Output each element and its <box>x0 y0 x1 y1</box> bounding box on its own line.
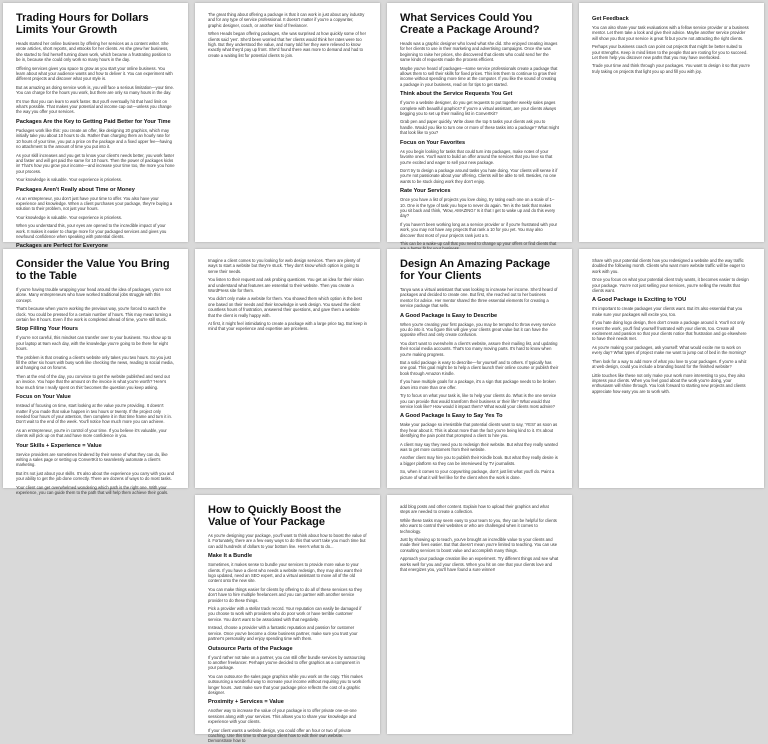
paragraph: That's because when you're working the previous way, you're forced to watch the clock. You could be pressed for a certain number of hours. This may mean turning a certain fee 8 hours. Even if the work is completed ahead of time, you're still stuck. <box>16 306 172 323</box>
page-7 <box>387 249 572 488</box>
page-content <box>400 504 559 572</box>
page-title: Trading Hours for Dollars Limits Your Growth <box>16 12 149 36</box>
paragraph: Just by showing up to teach, you've brought an incredible value to your clients and made their lives easier. But that doesn't mean you're limited to teaching. You can use consulting services to boost value and accomplish many things. <box>400 537 558 553</box>
page-8 <box>579 249 764 488</box>
paragraph: The great thing about offering a package is that it can work in just about any industry and for any type of service professional. It doesn't matter if you're a copywriter, graphic designer, coach, or another kind of freelancer. <box>208 12 365 28</box>
section-heading: Packages Are the Key to Getting Paid Better for Your Time <box>16 118 171 125</box>
paragraph: add blog posts and other content. Explain how to upload their graphics and what steps are needed to create a collection. <box>400 504 549 515</box>
page-content <box>592 258 751 394</box>
paragraph: But it's not just about your skills. It's also about the experience you carry with you and your ability to get the job done correctly. There are dozens of ways to do most tasks. <box>16 470 175 482</box>
paragraph: Packages work like this: you create an offer, like designing 20 graphics, which may initially take you about 10 hours to do. Rather than charging them an hourly rate for 10 hours of your time, you put a price on the package and a fixed upper fee—having no attachment to the amount of time you put into it. <box>16 127 172 150</box>
paragraph: Once you focus on what your potential client truly wants, it becomes easier to design your package. You're not just selling your services, you're selling the results that clients want. <box>592 277 749 294</box>
page-10 <box>387 495 572 734</box>
paragraph: You can make things easier for clients by offering to do all of these services so they don't have to hire multiple freelancers and you can partner with another service provider to do these things. <box>208 586 363 603</box>
paragraph: Try to focus on what your task is, like to help your clients do. What is the one service you can provide that would transform their business or their life? What would that service look like? How would it impact them? What would your clients most admire? <box>400 393 557 409</box>
paragraph: As you begin looking for tasks that could turn into packages, make notes of your favorite ones. You'll want to build an offer around the services that you love so that you're excited and eager to sell your new package. <box>400 148 553 165</box>
paragraph: As your skill increases and you get to know your client's needs better, you work faster and faster and will get paid the same for 10 hours. Then the power of packages kicks in! That's how you grow your income—and increase your time too, the more you hone your process. <box>16 152 175 174</box>
paragraph: If you're having trouble wrapping your head around the idea of packages, you're not alone. Many entrepreneurs who have worked traditional jobs struggle with this concept. <box>16 287 171 303</box>
paragraph: You listen to their request and ask probing questions. You get an idea for their vision and understand what features are essential to their website. Then you create a WordPress site for them. <box>208 277 364 294</box>
paragraph: Approach your package creation like an experiment. Try different things and see what works well for you and your clients. When you hit on one that your clients love and that energizes you, you'll have found a sure winner! <box>400 556 559 573</box>
paragraph: You didn't only make a website for them. You showed them which option is the best one based on their needs and their knowledge in web design. You saved the client countless hours of frustration, answered their questions, and gave them a website that the client is really happy with. <box>208 296 362 318</box>
paragraph: Maybe you've heard of packages—some service professionals create a package that allows them to sell their skills for fixed prices. This lets them to continue to grow their income without spending more time at the computer. If you like the sound of creating a package in your business, read on for tips to get started. <box>400 65 558 87</box>
paragraph: Imagine a client comes to you looking for web design services. There are plenty of ways to start a website but they're stuck. They don't know which option is going to serve their needs. <box>208 258 361 274</box>
page-title: What Services Could You Create a Package Around? <box>400 12 540 36</box>
paragraph: Service providers are sometimes hindered by their sense of what they can do, like writing a sales page or setting up ConvertKit to seamlessly automate a client's marketing. <box>16 451 168 468</box>
page-6 <box>195 249 380 488</box>
paragraph: As you're designing your package, you'll want to think about how to boost the value of it. Fortunately, there are a few easy ways to do this that won't take you much time but can add hundreds of dollars to your bottom line. Here's what to do... <box>208 533 367 549</box>
paragraph: Trade your time and think through your packages. You want to design it so that you're truly taking on projects that light you up and fill you with joy. <box>592 63 751 74</box>
paragraph: Another way to increase the value of your package is to offer private one-on-one sessions along with your services. This allows you to share your knowledge and experience with your clients. <box>208 708 357 725</box>
paragraph: A client may say they need you to redesign their website. But what they really wanted was to get more customers from their website. <box>400 441 558 452</box>
paragraph: Instead, choose a provider with a fantastic reputation and passion for customer service. Once you've become a close business partner, make sure you trust your partner's personality and enjoy spending time with them. <box>208 625 358 642</box>
paragraph: As an entrepreneur, you're in control of your time. If you believe it's valuable, your clients will pick up on that and have more confidence in you. <box>16 427 167 439</box>
paragraph: If you haven't been working long as a service provider or if you're frustrated with your work, you may not have any projects that rank a 10 for you yet. You may also discover that most of your projects rank just a 5. <box>400 221 558 238</box>
paragraph: Your knowledge is valuable. Your experience is priceless. <box>16 177 122 183</box>
page-9 <box>195 495 380 744</box>
section-heading: Focus on Your Favorites <box>400 139 466 146</box>
page-title: How to Quickly Boost the Value of Your Package <box>208 504 342 528</box>
paragraph: At first, it might feel intimidating to create a package with a large price tag. But keep in mind that your experience and expertise are priceless. <box>208 321 367 332</box>
paragraph: As an entrepreneur, you don't just have your time to offer. You also have your experience and knowledge. When a client purchases your package, they're buying a solution to their problem, not just your hours. <box>16 195 173 212</box>
paragraph: Then at the end of the day, you convince to get the website published and send out an invoice. You hope that the amount on the invoice is what you're worth? 'Here's how much time I really spent on this' becomes the question you keep asking. <box>16 373 170 390</box>
section-heading: Focus on Your Value <box>16 394 71 401</box>
paragraph: Tanya was a virtual assistant that was looking to increase her income. She'd heard of packages and decided to create one. But first, she reached out to her business mentor for advice. Her mentor shared the three essential elements for creating a service package that sells. <box>400 287 558 309</box>
paragraph: While these tasks may seem easy to your team to you, they can be helpful for clients who want to control their websites or who are challenged when it comes to technology. <box>400 517 557 534</box>
section-heading: Your Skills + Experience = Value <box>16 442 102 449</box>
paragraph: Offering services gives you space to grow as you start your online business. You learn about what your audience wants and how to deliver it. You can experiment with different projects and discover what your style is. <box>16 65 173 82</box>
paragraph: Once you have a list of projects you love doing, try rating each one on a scale of 1–10. One is the type of task you hope to never do again. Ten is the task that makes you sit back and think, 'Wow, AMAZING!' Is it that I get to wake up and do this every day? <box>400 197 556 219</box>
section-heading: Get Feedback <box>592 16 629 22</box>
paragraph: You can outsource the sales page graphics while you work on the copy. This makes outsourcing a wonderful way to increase your income without requiring you to work longer hours. Just make sure that your package price reflects the cost of a graphic designer. <box>208 673 363 695</box>
section-heading: Outsource Parts of the Package <box>208 645 293 652</box>
paragraph: Share with your potential clients how you redesigned a website and the way traffic doubled the following month. Clients who want more website traffic will be eager to work with you. <box>592 258 745 274</box>
paragraph: But as amazing as doing service work is, you will face a serious limitation—your time. You can charge for the hours you work, but there are only so many hours in the day. <box>16 84 175 96</box>
page-title: Design An Amazing Package for Your Clients <box>400 258 551 282</box>
paragraph: But a solid package is easy to describe—for yourself and to others. If typically has one goal. This goal might be to help a client launch their online course or publish their book through Amazon Kindle. <box>400 360 559 376</box>
section-heading: Proximity + Services = Value <box>208 699 284 706</box>
section-heading: Rate Your Services <box>400 188 451 195</box>
page-content <box>16 258 175 495</box>
paragraph: Grab pen and paper quickly. Write down the top 5 tasks your clients ask you to handle. Would you like to turn one or more of these tasks into a package? What might that look like to you? <box>400 119 559 136</box>
page-content <box>208 258 367 332</box>
paragraph: Then look for a way to add more of what you love to your packages. If you're a whiz at web design, could you include a branding board for the finished website? <box>592 358 747 370</box>
paragraph: Your client can get overwhelmed wondering which path is the right one. With your experience, you can guide them to the path that will help them achieve their goals. <box>16 484 169 495</box>
paragraph: If your client wants a website design, you could offer an hour or two of private coaching. Use this time to show your client how to edit their own website. Demonstrate how to <box>208 727 352 744</box>
page-5 <box>3 249 188 495</box>
paragraph: You don't want to overwhelm a client's website, assure their mailing list, and updating their social media accounts. That's too many moving parts. It's hard to know when you're making progress. <box>400 340 558 357</box>
page-1 <box>3 3 188 250</box>
paragraph: If you hate doing logo design, then don't create a package around it. You'll not only resent the work, you'll find yourself frustrated with your clients, too. Create all excitement and passion so that your clients notice that frustration and go elsewhere to have their needs met. <box>592 320 747 342</box>
paragraph: Little touches like these not only make your work more interesting to you, they also impress your clients. When you feel good about the work you're doing, your enthusiasm will shine through. You look forward to starting new projects and clients appreciate how easy you are to work with. <box>592 372 746 394</box>
section-heading: Stop Filling Your Hours <box>16 326 78 333</box>
paragraph: When you're creating your first package, you may be tempted to throw every service you do into it. You figure this will give your clients great value but it can have the opposite effect and only create confusion. <box>400 321 556 338</box>
page-content <box>16 12 175 250</box>
paragraph: Heads started her online business by offering her services as a content writer. She wrote articles, short reports, and eBooks for her clients. As she grew her business, she started to find herself turning down work, which became a frustrating position to be in, because she could only work so many hours in the day. <box>16 41 171 63</box>
page-title: Consider the Value You Bring to the Table <box>16 258 170 282</box>
paragraph: Pick a provider with a stellar track record. Your reputation can easily be damaged if you choose to work with providers who do poor work or have terrible customer service. You don't want to be associated with that negativity. <box>208 606 362 622</box>
paragraph: The problem is that creating a client's website only takes you two hours. So you just fill the other six hours with busy work like checking the news, reading to social media, and hanging out on forums. <box>16 354 174 371</box>
section-heading: Packages Aren't Really about Time or Money <box>16 186 135 193</box>
paragraph: Another client may hire you to publish their Kindle book. But what they really desire is a bigger platform so they can be interviewed by TV journalists. <box>400 455 558 466</box>
section-heading: Think about the Service Requests You Get <box>400 91 513 98</box>
page-content <box>208 504 367 744</box>
page-2 <box>195 3 380 242</box>
page-3 <box>387 3 572 246</box>
page-4 <box>579 3 764 242</box>
section-heading: Packages are Perfect for Everyone <box>16 243 109 250</box>
paragraph: If you have multiple goals for a package, it's a sign that package needs to be broken down into more than one offer. <box>400 379 556 390</box>
section-heading: Make It a Bundle <box>208 553 253 560</box>
paragraph: It's important to create packages your clients want. But it's also essential that you make sure your packages will excite you, too. <box>592 306 743 317</box>
paragraph: If you'd rather not take on a partner, you can still offer bundle services by outsourcing to another freelancer. Perhaps you've decided to offer graphics as a component in your package. <box>208 654 366 671</box>
page-content <box>592 16 751 74</box>
paragraph: If you're a website designer, do you get requests to put together weekly sales pages complete with beautiful graphics? If you're a virtual assistant, are your clients always begging you to set up their mailing list in ConvertKit? <box>400 100 557 117</box>
paragraph: Make your package so irresistible that potential clients want to say, 'YES!' as soon as they hear about it. This is about more than the fact you're being kind to it. It's about identifying the pain point that prompted a client to hire you. <box>400 422 558 439</box>
paragraph: When you understand this, your eyes are opened to the incredible impact of your work. It makes it easier to charge more for your packaged services and gives you newfound confidence when speaking with potential clients. <box>16 223 167 239</box>
paragraph: If you're not careful, this mindset can transfer over to your business. You show up to your laptop at 9am each day, with the knowledge you're going to be there for eight hours. <box>16 335 172 352</box>
page-content <box>208 12 367 58</box>
section-heading: A Good Package is Exciting to YOU <box>592 297 687 304</box>
paragraph: You can also share your task evaluations with a fellow service provider or a business mentor. Let them take a look and give their advice. Maybe another service provider will show you that your service is great fit but you're not attracting the right clients. <box>592 25 749 41</box>
paragraph: It's true that you can learn to work faster. But you'll eventually hit that hard limit on what's possible. That makes your potential and income cap out—unless you change the way you offer your services. <box>16 98 172 115</box>
paragraph: Heads was a graphic designer who loved what she did. She enjoyed creating images for her clients to use in their marketing and advertising campaigns. Once she was beginning to raise her prices, she discovered that clients who could send her the same kinds of requests made the process efficient. <box>400 41 558 63</box>
paragraph: This can be a wake-up call that you need to change up your offers or find clients that <box>400 240 557 246</box>
paragraph: Don't try to design a package around tasks you hate doing. Your clients will sense it if you're not passionate about your offering. Clients will be able to tell. Besides, no one wants to be stuck doing work they don't enjoy. <box>400 167 558 184</box>
section-heading: A Good Package is Easy to Describe <box>400 312 498 319</box>
page-content <box>400 12 559 252</box>
paragraph: Instead of focusing on time, start looking at the value you're providing. It doesn't matter if you made that value happen in two hours or twenty. If the project only needed four hours of your attention, then complete it in that time frame and turn it in. Don't wait to the end of the week. You'll notice how much more you can achieve. <box>16 403 172 425</box>
paragraph: When Heads began offering packages, she was surprised at how quickly some of her clients said 'yes'. She'd been worried that her clients would think her rates were too high. But they understood the value, and many told her they were relieved to know exactly what they'd pay up front. She'd found there was more to demand and had to create a waiting list for potential clients to join. <box>208 31 366 58</box>
paragraph: As you're making your packages, ask yourself: What would excite me to work on every day? What types of project make me want to jump out of bed in the morning? <box>592 344 747 356</box>
paragraph: Sometimes, it makes sense to bundle your services to provide more value to your clients. If you have a client who needs a website redesign, they may also want their logo updated, need an SEO expert, and a virtual assistant to move all of the old content onto the new site. <box>208 562 363 584</box>
paragraph: So, when it comes to your copywriting package, don't just list what you'll do. Paint a picture of what it will feel like for the client when the work is done. <box>400 469 555 480</box>
page-content <box>400 258 559 480</box>
section-heading: A Good Package Is Easy to Say Yes To <box>400 413 503 420</box>
paragraph: Perhaps your business coach can point out projects that might be better suited to your strengths. Keep in mind listen to the people that are rooting for you to succeed. Let them help you discover new paths that you may have overlooked. <box>592 44 748 61</box>
paragraph: Your knowledge is valuable. Your experience is priceless. <box>16 214 122 220</box>
